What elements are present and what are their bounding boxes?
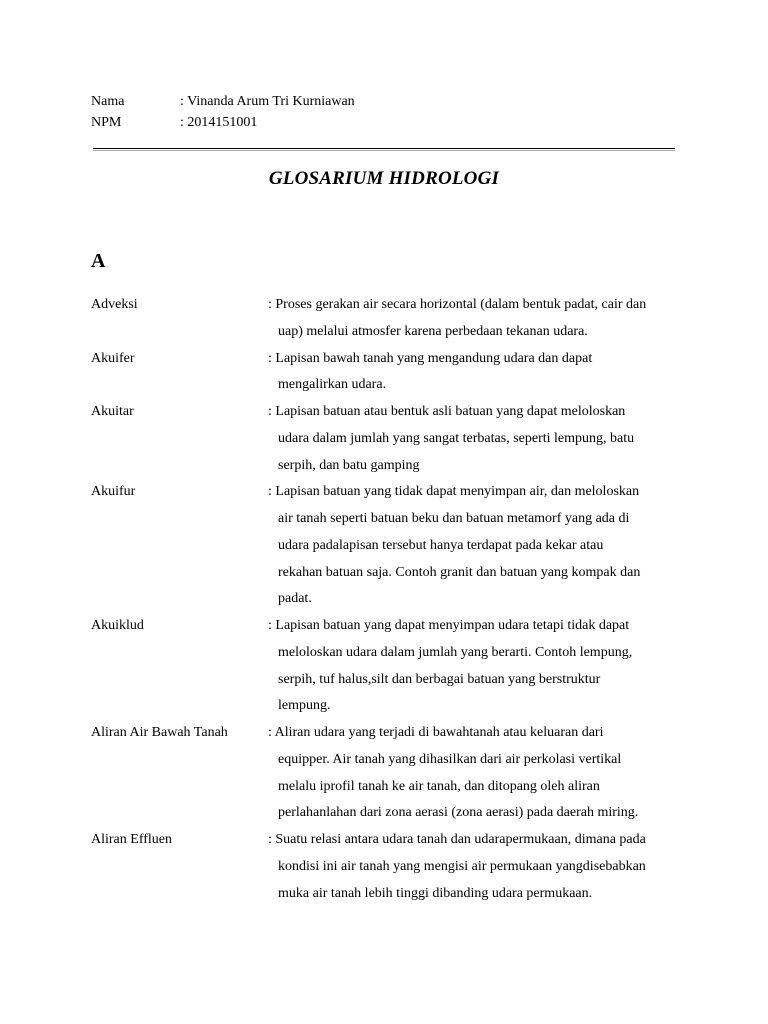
glossary-term: Akuifur — [91, 484, 136, 500]
glossary-definition-line: meloloskan udara dalam jumlah yang berarti. Contoh lempung, — [278, 644, 633, 660]
glossary-term: Adveksi — [91, 297, 138, 312]
glossary-definition-line: lempung. — [278, 698, 331, 714]
npm-value: : 2014151001 — [180, 115, 258, 130]
glossary-definition-line: : Proses gerakan air secara horizontal (dalam bentuk padat, cair dan — [268, 297, 647, 312]
glossary-term: Aliran Effluen — [91, 832, 172, 847]
glossary-definition-line: : Aliran udara yang terjadi di bawahtanah atau keluaran dari — [268, 725, 604, 740]
name-row — [91, 92, 591, 112]
npm-label: NPM — [91, 115, 122, 130]
glossary-definition-line: air tanah seperti batuan beku dan batuan metamorf yang ada di — [278, 511, 630, 526]
glossary-definition-line: serpih, dan batu gamping — [278, 457, 420, 473]
glossary-definition-line: rekahan batuan saja. Contoh granit dan batuan yang kompak dan — [278, 564, 641, 580]
name-label: Nama — [91, 94, 125, 109]
glossary-definition-line: : Lapisan batuan atau bentuk asli batuan yang dapat meloloskan — [268, 404, 626, 419]
glossary-definition-line: serpih, tuf halus,silt dan berbagai batuan yang berstruktur — [278, 671, 601, 687]
header-divider-shadow — [93, 150, 675, 151]
glossary-definition-line: udara dalam jumlah yang sangat terbatas, seperti lempung, batu — [278, 430, 635, 446]
name-value: : Vinanda Arum Tri Kurniawan — [180, 94, 355, 109]
glossary-definition-line: : Lapisan bawah tanah yang mengandung udara dan dapat — [268, 350, 593, 366]
glossary-term: Akuifer — [91, 350, 135, 366]
glossary-definition-line: kondisi ini air tanah yang mengisi air permukaan yangdisebabkan — [278, 858, 646, 874]
glossary-definition-line: : Suatu relasi antara udara tanah dan udarapermukaan, dimana pada — [268, 832, 646, 847]
document-title: GLOSARIUM HIDROLOGI — [268, 168, 500, 189]
glossary-definition-line: muka air tanah lebih tinggi dibanding udara permukaan. — [278, 885, 593, 901]
glossary-definition-line: : Lapisan batuan yang tidak dapat menyimpan air, dan meloloskan — [268, 484, 640, 500]
glossary-definition-line: melalu iprofil tanah ke air tanah, dan ditopang oleh aliran — [278, 778, 600, 794]
glossary-definition-line: equipper. Air tanah yang dihasilkan dari air perkolasi vertikal — [278, 751, 622, 767]
glossary-term: Aliran Air Bawah Tanah — [91, 725, 228, 740]
npm-row — [91, 113, 591, 133]
glossary-term: Akuiklud — [91, 618, 144, 633]
glossary-definition-line: : Lapisan batuan yang dapat menyimpan udara tetapi tidak dapat — [268, 618, 630, 633]
glossary-definition-line: mengalirkan udara. — [278, 377, 387, 393]
section-heading: A — [91, 250, 106, 272]
glossary-definition-line: udara padalapisan tersebut hanya terdapat pada kekar atau — [278, 537, 604, 553]
glossary-term: Akuitar — [91, 404, 134, 419]
glossary-definition-line: perlahanlahan dari zona aerasi (zona aerasi) pada daerah miring. — [278, 805, 639, 821]
glossary-definition-line: padat. — [278, 591, 312, 607]
header-divider — [93, 148, 675, 149]
glossary-definition-line: uap) melalui atmosfer karena perbedaan tekanan udara. — [278, 323, 588, 339]
